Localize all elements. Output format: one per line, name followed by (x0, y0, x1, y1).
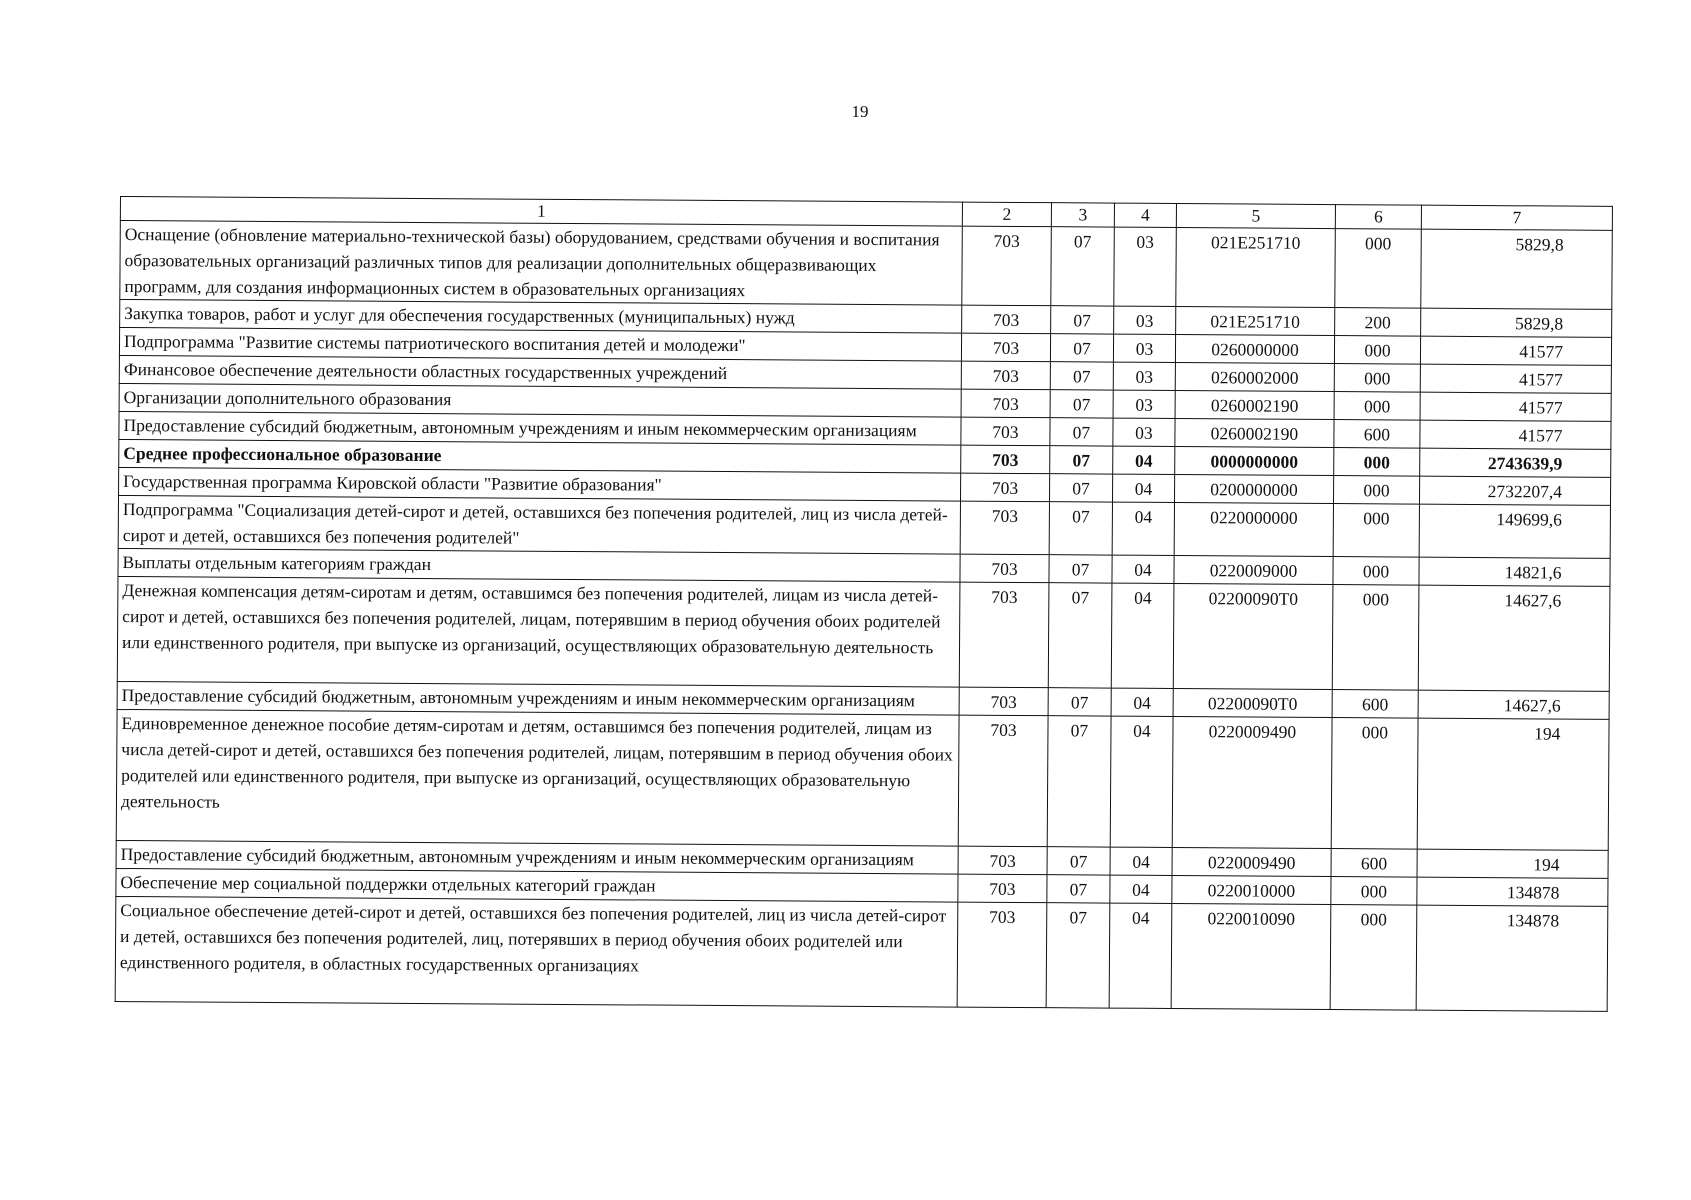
row-amount-cell: 2732207,4 (1419, 476, 1610, 505)
row-amount-cell: 41577 (1420, 420, 1611, 449)
row-name-cell: Социальное обеспечение детей-сирот и детей, оставшихся без попечения родителей, лиц из числа детей-сирот и детей, оставшихся без попечения родителей, лиц, потерявших в период обучения обоих родителей или единственного родителя, в областных государственных организациях (115, 896, 958, 1007)
row-target-cell: 0260002000 (1175, 363, 1334, 392)
row-name-cell: Оснащение (обновление материально-технической базы) оборудованием, средствами обучения и воспитания образовательных организаций различных типов для реализации дополнительных общеразвивающих программ, для создания информационных систем в образовательных организациях (120, 221, 963, 306)
row-target-cell: 02200090Т0 (1173, 583, 1333, 689)
row-section-cell: 07 (1051, 227, 1115, 306)
column-header: 4 (1114, 203, 1176, 227)
row-code-cell: 703 (961, 445, 1050, 474)
row-code-cell: 703 (959, 687, 1048, 716)
row-subsection-cell: 04 (1111, 688, 1173, 716)
row-amount-cell: 2743639,9 (1420, 448, 1611, 477)
row-section-cell: 07 (1050, 418, 1113, 446)
row-code-cell: 703 (962, 226, 1052, 306)
page-number: 19 (851, 102, 869, 121)
row-subsection-cell: 03 (1113, 390, 1175, 418)
table-body (115, 221, 1612, 1012)
row-expense-type-cell: 200 (1335, 308, 1421, 337)
row-subsection-cell: 03 (1113, 418, 1175, 446)
row-code-cell: 703 (960, 554, 1049, 583)
row-subsection-cell: 04 (1111, 583, 1174, 688)
row-name-cell: Подпрограмма "Развитие системы патриотического воспитания детей и молодежи" (119, 328, 961, 362)
row-amount-cell: 5829,8 (1421, 308, 1612, 337)
row-amount-cell: 134878 (1417, 877, 1608, 906)
row-section-cell: 07 (1047, 875, 1110, 903)
row-target-cell: 0220009490 (1172, 716, 1332, 848)
row-expense-type-cell: 000 (1331, 718, 1418, 850)
row-code-cell: 703 (961, 333, 1050, 362)
column-header: 2 (962, 202, 1051, 227)
row-name-cell: Предоставление субсидий бюджетным, автономным учреждениям и иным некоммерческим организациям (117, 681, 959, 715)
table-row (115, 896, 1608, 1011)
column-header: 7 (1421, 205, 1612, 230)
row-name-cell: Среднее профессиональное образование (119, 439, 961, 473)
row-target-cell: 0220010000 (1172, 875, 1331, 904)
row-expense-type-cell: 000 (1334, 336, 1420, 365)
row-name-cell: Организации дополнительного образования (119, 383, 961, 417)
row-code-cell: 703 (962, 305, 1051, 334)
column-header: 6 (1335, 205, 1421, 230)
row-code-cell: 703 (957, 902, 1047, 1008)
row-code-cell: 703 (960, 501, 1049, 555)
row-section-cell: 07 (1050, 334, 1113, 362)
row-amount-cell: 134878 (1416, 905, 1608, 1011)
row-amount-cell: 41577 (1420, 336, 1611, 365)
row-amount-cell: 194 (1417, 849, 1608, 878)
table-row (116, 709, 1609, 850)
row-section-cell: 07 (1051, 306, 1114, 334)
row-code-cell: 703 (958, 715, 1048, 847)
row-code-cell: 703 (958, 874, 1047, 903)
row-section-cell: 07 (1047, 716, 1111, 847)
row-section-cell: 07 (1047, 847, 1110, 875)
row-target-cell: 02200090Т0 (1173, 688, 1332, 717)
row-section-cell: 07 (1048, 688, 1111, 716)
row-expense-type-cell: 000 (1334, 392, 1420, 421)
row-expense-type-cell: 000 (1332, 585, 1419, 691)
row-code-cell: 703 (959, 582, 1049, 688)
row-code-cell: 703 (961, 389, 1050, 418)
row-name-cell: Единовременное денежное пособие детям-сиротам и детям, оставшимся без попечения родителей, лицам из числа детей-сирот и детей, оставшихся без попечения родителей, лицам, потерявшим в период обучения обоих родителей или единственного родителя, при выпуске из организаций, осуществляющих образовательную деятельность (116, 709, 959, 846)
row-subsection-cell: 04 (1112, 555, 1174, 583)
row-expense-type-cell: 000 (1335, 229, 1422, 309)
row-section-cell: 07 (1049, 502, 1112, 555)
row-section-cell: 07 (1050, 446, 1113, 474)
row-amount-cell: 41577 (1420, 392, 1611, 421)
row-subsection-cell: 04 (1110, 716, 1173, 847)
row-amount-cell: 14627,6 (1418, 690, 1609, 719)
row-subsection-cell: 04 (1113, 446, 1175, 474)
row-expense-type-cell: 000 (1334, 364, 1420, 393)
row-expense-type-cell: 000 (1333, 504, 1419, 558)
row-target-cell: 0220000000 (1174, 503, 1333, 557)
row-code-cell: 703 (961, 361, 1050, 390)
column-header: 3 (1051, 203, 1114, 227)
row-subsection-cell: 04 (1109, 903, 1172, 1008)
row-section-cell: 07 (1050, 362, 1113, 390)
row-section-cell: 07 (1049, 474, 1112, 502)
row-amount-cell: 41577 (1420, 364, 1611, 393)
row-target-cell: 0200000000 (1174, 475, 1333, 504)
row-subsection-cell: 03 (1114, 227, 1177, 306)
row-name-cell: Денежная компенсация детям-сиротам и детям, оставшимся без попечения родителей, лицам из числа детей-сирот и детей, оставшихся без попечения родителей, лицам, потерявшим в период обучения обоих родителей или единственного родителя, при выпуске из организаций, осуществляющих образовательную деятельность (117, 576, 960, 687)
row-expense-type-cell: 000 (1330, 905, 1417, 1011)
row-subsection-cell: 04 (1112, 502, 1174, 555)
row-amount-cell: 5829,8 (1421, 229, 1613, 309)
row-amount-cell: 194 (1417, 718, 1609, 850)
row-name-cell: Закупка товаров, работ и услуг для обеспечения государственных (муниципальных) нужд (120, 300, 962, 334)
row-name-cell: Предоставление субсидий бюджетным, автономным учреждениям и иным некоммерческим организациям (119, 411, 961, 445)
row-expense-type-cell: 600 (1332, 690, 1418, 719)
row-subsection-cell: 03 (1113, 334, 1175, 362)
row-expense-type-cell: 000 (1331, 877, 1417, 906)
row-amount-cell: 14821,6 (1419, 557, 1610, 586)
row-name-cell: Обеспечение мер социальной поддержки отдельных категорий граждан (116, 868, 958, 902)
row-name-cell: Подпрограмма "Социализация детей-сирот и детей, оставшихся без попечения родителей, лиц из числа детей-сирот и детей, оставшихся без попечения родителей" (118, 495, 960, 554)
row-amount-cell: 14627,6 (1418, 585, 1610, 691)
column-header: 1 (120, 197, 962, 227)
row-expense-type-cell: 600 (1331, 849, 1417, 878)
row-subsection-cell: 04 (1112, 474, 1174, 502)
row-amount-cell: 149699,6 (1419, 504, 1610, 558)
row-subsection-cell: 04 (1110, 875, 1172, 903)
row-subsection-cell: 03 (1113, 362, 1175, 390)
budget-table (115, 196, 1613, 1012)
row-section-cell: 07 (1050, 390, 1113, 418)
row-name-cell: Государственная программа Кировской области "Развитие образования" (119, 467, 961, 501)
row-target-cell: 0220010090 (1171, 903, 1331, 1009)
row-section-cell: 07 (1046, 903, 1110, 1008)
row-expense-type-cell: 000 (1333, 557, 1419, 586)
row-expense-type-cell: 600 (1334, 420, 1420, 449)
row-code-cell: 703 (960, 473, 1049, 502)
row-target-cell: 0220009490 (1172, 847, 1331, 876)
row-code-cell: 703 (961, 417, 1050, 446)
row-target-cell: 0000000000 (1175, 447, 1334, 476)
row-code-cell: 703 (958, 846, 1047, 875)
table-row (117, 576, 1610, 691)
row-section-cell: 07 (1049, 555, 1112, 583)
row-subsection-cell: 04 (1110, 847, 1172, 875)
table-row (120, 221, 1612, 310)
row-target-cell: 0260002190 (1175, 419, 1334, 448)
row-expense-type-cell: 000 (1334, 448, 1420, 477)
row-section-cell: 07 (1048, 583, 1112, 688)
row-target-cell: 0260002190 (1175, 391, 1334, 420)
row-name-cell: Финансовое обеспечение деятельности областных государственных учреждений (119, 355, 961, 389)
row-expense-type-cell: 000 (1333, 476, 1419, 505)
table-row (118, 495, 1610, 558)
row-name-cell: Выплаты отдельным категориям граждан (118, 548, 960, 582)
row-target-cell: 021E251710 (1176, 307, 1335, 336)
row-target-cell: 0220009000 (1174, 555, 1333, 584)
row-name-cell: Предоставление субсидий бюджетным, автономным учреждениям и иным некоммерческим организациям (116, 840, 958, 874)
row-target-cell: 0260000000 (1175, 335, 1334, 364)
row-target-cell: 021E251710 (1176, 228, 1336, 308)
row-subsection-cell: 03 (1114, 306, 1176, 334)
column-header: 5 (1176, 204, 1335, 229)
